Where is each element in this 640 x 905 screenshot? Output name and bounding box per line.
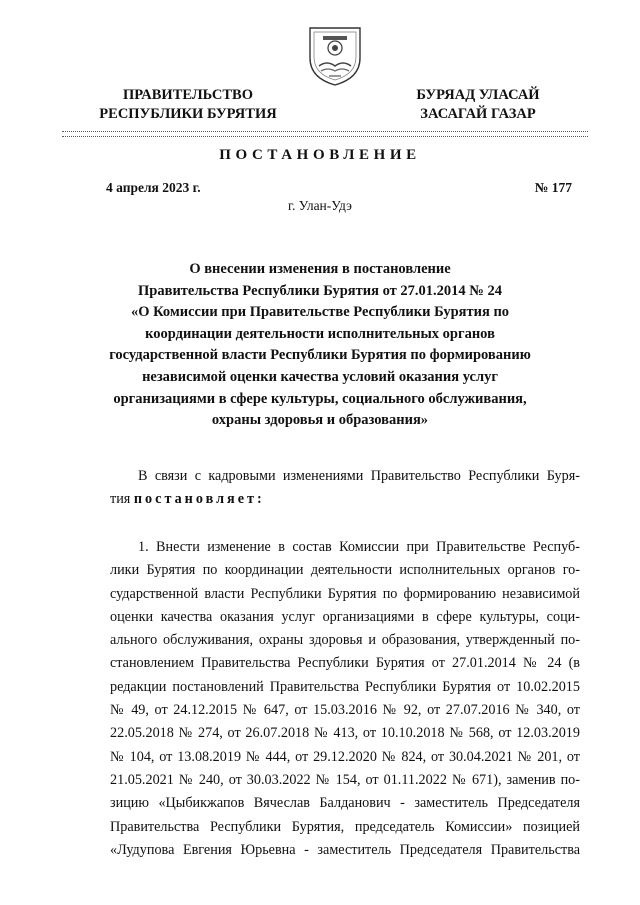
title-line: «О Комиссии при Правительстве Республики Бурятия по [130,304,510,321]
preamble-line-start: тия [110,491,134,508]
item-1-paragraph [110,536,580,862]
title-line: государственной власти Республики Бурятия по формированию [109,347,531,364]
paragraph-line: сударственной власти Республики Бурятия по формированию независимой [110,585,580,602]
paragraph-line: № 49, от 24.12.2015 № 647, от 15.03.2016 № 92, от 27.07.2016 № 340, от [110,702,580,719]
paragraph-line: лики Бурятия по координации деятельности исполнительных органов го- [110,562,580,579]
preamble-line: В связи с кадровыми изменениями Правительство Республики Буря- [138,468,580,484]
header-left-line2: РЕСПУБЛИКИ БУРЯТИЯ [99,106,277,122]
document-type: ПОСТАНОВЛЕНИЕ [219,147,421,163]
paragraph-line: зицию «Цыбикжапов Вячеслав Балданович - заместитель Председателя [110,795,580,812]
header-divider [62,131,588,132]
coat-of-arms-emblem-icon [304,22,366,88]
preamble-line-2 [110,488,580,511]
title-line: организациями в сфере культуры, социального обслуживания, [113,390,527,407]
title-line: охраны здоровья и образования» [211,412,429,429]
title-line: координации деятельности исполнительных органов [145,325,495,342]
government-name-buryat [388,86,568,124]
resolves-keyword: постановляет: [133,491,265,508]
title-line: Правительства Республики Бурятия от 27.01.2014 № 24 [138,282,502,299]
header-divider-second [62,136,588,137]
paragraph-line: Правительства Республики Бурятия, председатель Комиссии» позицией [110,818,580,835]
paragraph-line: оценки качества оказания услуг организациями в сфере культуры, соци- [110,608,580,625]
title-line: О внесении изменения в постановление [189,261,451,277]
header-right-line2: ЗАСАГАЙ ГАЗАР [420,106,536,122]
paragraph-line: № 104, от 13.08.2019 № 444, от 29.12.2020 № 824, от 30.04.2021 № 201, от [110,748,580,765]
preamble-paragraph [110,465,580,512]
document-number: № 177 [534,180,572,195]
header-right-line1: БУРЯАД УЛАСАЙ [416,87,540,103]
government-name-russian [88,86,288,124]
paragraph-line: 21.05.2021 № 240, от 30.03.2022 № 154, от 01.11.2022 № 671), заменив по- [110,771,580,788]
paragraph-line: 1. Внести изменение в состав Комиссии при Правительстве Респуб- [138,539,580,555]
paragraph-line: «Лудупова Евгения Юрьевна - заместитель Председателя Правительства [110,841,580,858]
document-title [80,259,560,432]
paragraph-line: ального обслуживания, охраны здоровья и образования, утвержденный по- [110,632,580,649]
document-date: 4 апреля 2023 г. [106,180,201,195]
document-city: г. Улан-Удэ [288,198,352,213]
paragraph-line: становлением Правительства Республики Бурятия от 27.01.2014 № 24 (в [110,655,580,672]
header-left-line1: ПРАВИТЕЛЬСТВО [123,87,253,103]
paragraph-line: 22.05.2018 № 274, от 26.07.2018 № 413, от 10.10.2018 № 568, от 12.03.2019 [110,725,580,742]
title-line: независимой оценки качества условий оказания услуг [142,368,498,385]
paragraph-line: редакции постановлений Правительства Республики Бурятия от 10.02.2015 [110,678,580,695]
